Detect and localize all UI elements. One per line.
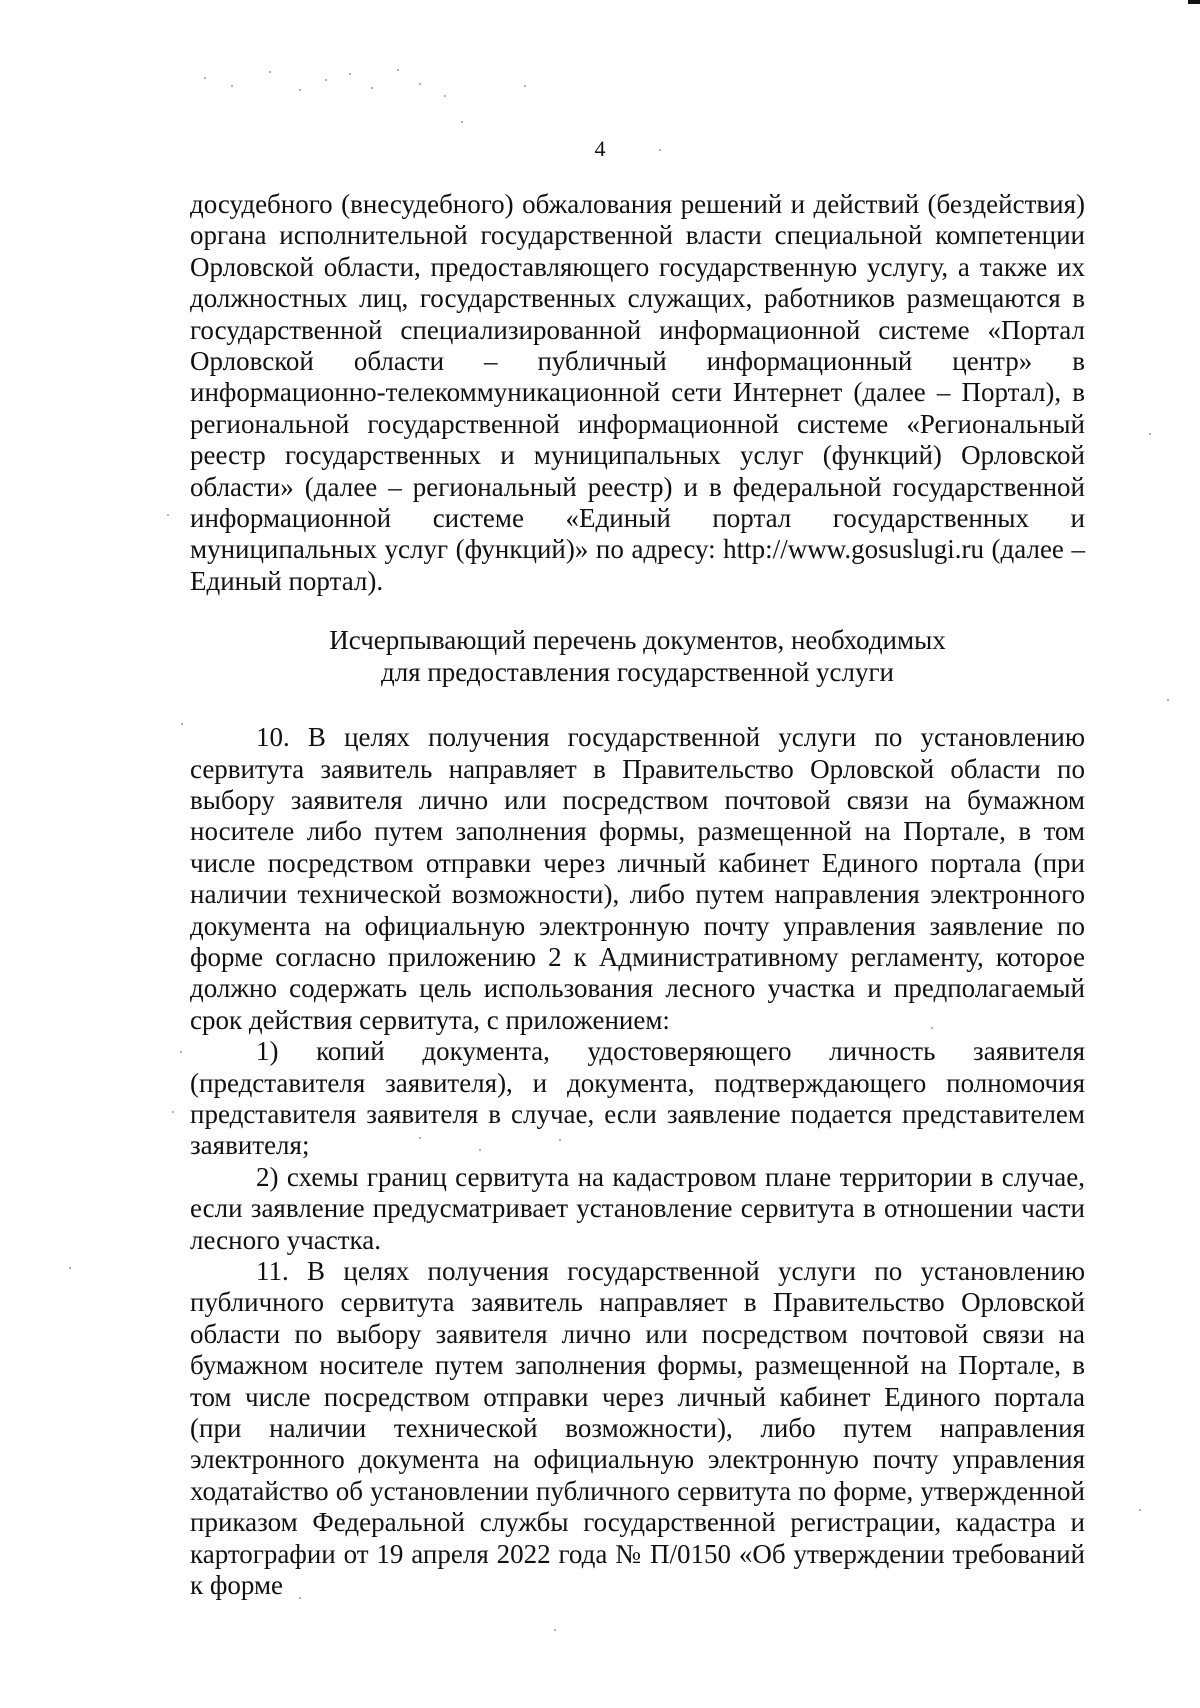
paragraph-10-item-2: 2) схемы границ сервитута на кадастровом плане территории в случае, если заявление предусматривает установление сервитута в отношении части лесного участка. — [190, 1161, 1085, 1255]
paragraph-10: 10. В целях получения государственной услуги по установлению сервитута заявитель направляет в Правительство Орловской области по выбору заявителя лично или посредством почтовой связи на бумажном носителе либо путем заполнения формы, размещенной на Портале, в том числе посредством отправки через личный кабинет Единого портала (при наличии технической возможности), либо путем направления электронного документа на официальную электронную почту управления заявление по форме согласно приложению 2 к Административному регламенту, которое должно содержать цель использования лесного участка и предполагаемый срок действия сервитута, с приложением: — [190, 722, 1085, 1035]
paragraph-continuation: досудебного (внесудебного) обжалования решений и действий (бездействия) органа исполнительной государственной власти специальной компетенции Орловской области, предоставляющего государственную услугу, а также их должностных лиц, государственных служащих, работников размещаются в государственной специализированной информационной системе «Портал Орловской области – публичный информационный центр» в информационно-телекоммуникационной сети Интернет (далее – Портал), в региональной государственной информационной системе «Региональный реестр государственных и муниципальных услуг (функций) Орловской области» (далее – региональный реестр) и в федеральной государственной информационной системе «Единый портал государственных и муниципальных услуг (функций)» по адресу: http://www.gosuslugi.ru (далее – Единый портал). — [190, 189, 1085, 596]
scan-edge-mark — [1188, 0, 1200, 4]
page-number: 4 — [594, 136, 606, 161]
section-heading-line-2: для предоставления государственной услуги — [380, 656, 895, 687]
paragraph-10-item-1: 1) копий документа, удостоверяющего личность заявителя (представителя заявителя), и документа, подтверждающего полномочия представителя заявителя в случае, если заявление подается представителем заявителя; — [190, 1036, 1085, 1161]
section-heading — [190, 625, 1085, 688]
document-body — [190, 189, 1085, 1601]
paragraph-11: 11. В целях получения государственной услуги по установлению публичного сервитута заявитель направляет в Правительство Орловской области по выбору заявителя лично или посредством почтовой связи на бумажном носителе путем заполнения формы, размещенной на Портале, в том числе посредством отправки через личный кабинет Единого портала (при наличии технической возможности), либо путем направления электронного документа на официальную электронную почту управления ходатайство об установлении публичного сервитута по форме, утвержденной приказом Федеральной службы государственной регистрации, кадастра и картографии от 19 апреля 2022 года № П/0150 «Об утверждении требований к форме — [190, 1256, 1085, 1601]
section-heading-line-1: Исчерпывающий перечень документов, необходимых — [329, 625, 946, 656]
